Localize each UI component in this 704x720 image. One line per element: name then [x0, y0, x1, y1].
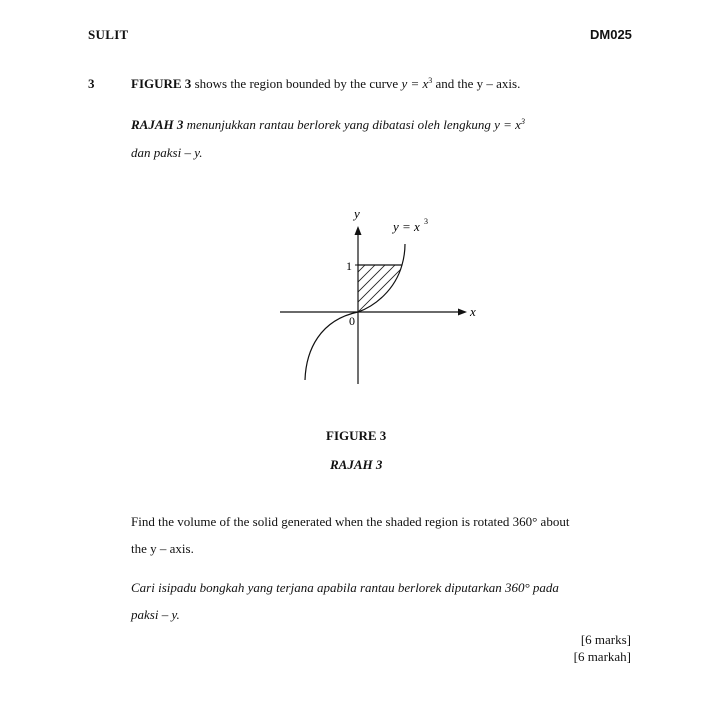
exponent: 3 [520, 117, 525, 126]
curve-label-exponent: 3 [424, 217, 428, 226]
figure-caption-malay: RAJAH 3 [330, 457, 383, 472]
text-span: menunjukkan rantau berlorek yang dibatasi oleh lengkung [183, 117, 495, 132]
y-axis-arrow [355, 226, 362, 235]
figure-caption-english: FIGURE 3 [326, 428, 387, 443]
curve-label: y = x [393, 219, 420, 234]
marks-malay: [6 markah] [573, 649, 631, 664]
task-malay-line2: paksi – y. [131, 607, 180, 622]
question-text-malay-line2: dan paksi – y. [131, 145, 203, 160]
figure-ref: FIGURE 3 [131, 76, 192, 91]
exponent: 3 [428, 76, 433, 85]
question-number: 3 [88, 76, 95, 91]
text-span: and the [432, 76, 477, 91]
origin-label: 0 [349, 314, 355, 328]
marks-english: [6 marks] [580, 632, 631, 647]
figure-ref: RAJAH 3 [131, 117, 184, 132]
equation: y = x [494, 117, 521, 132]
text-span: shows the region bounded by the curve [191, 76, 402, 91]
task-english-line2: the y – axis. [131, 541, 194, 556]
x-axis-arrow [458, 309, 467, 316]
tick-label-one: 1 [346, 259, 352, 273]
task-english-line1: Find the volume of the solid generated when the shaded region is rotated 360° about [131, 514, 570, 529]
equation: y = x [401, 76, 429, 91]
header-code: DM025 [590, 27, 632, 42]
axis-text: y – axis. [476, 76, 521, 91]
x-axis-label: x [470, 304, 476, 319]
y-axis-label: y [354, 206, 360, 221]
task-malay-line1: Cari isipadu bongkah yang terjana apabila rantau berlorek diputarkan 360° pada [131, 580, 559, 595]
hatch-lines [300, 250, 450, 320]
header-sulit: SULIT [88, 27, 129, 42]
